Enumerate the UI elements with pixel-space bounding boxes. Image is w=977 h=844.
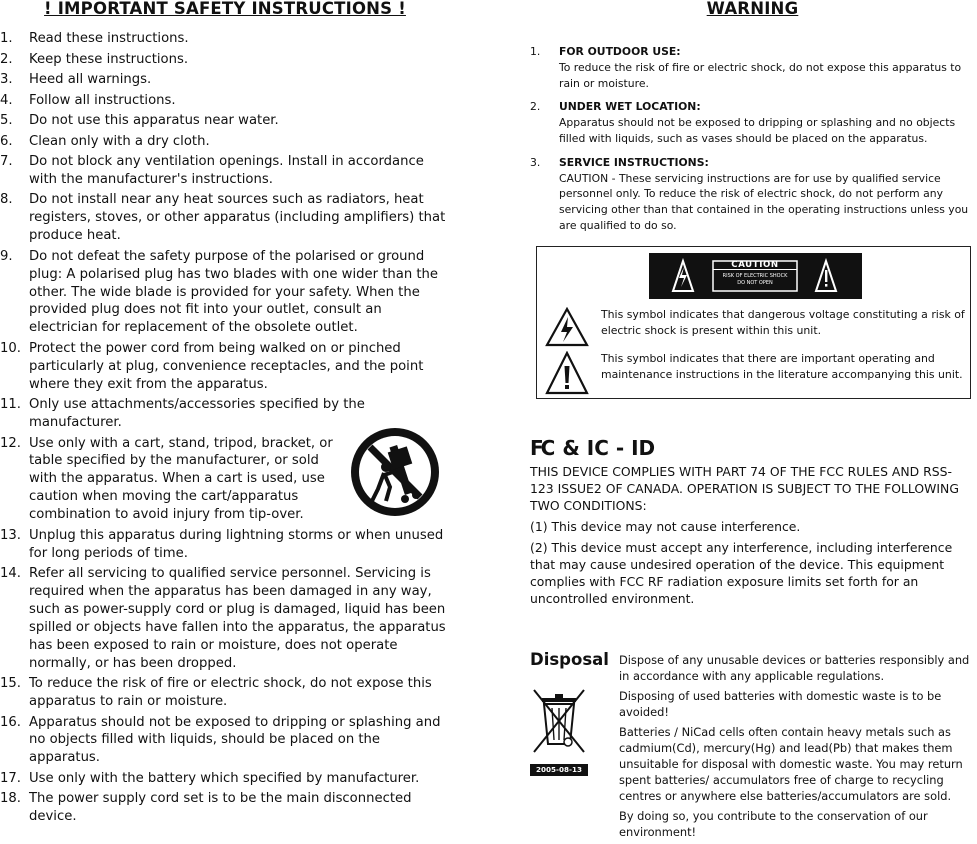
safety-item-text: Only use attachments/accessories specified by the manufacturer. [29,397,365,431]
safety-item-number: 13. [0,527,21,543]
safety-item [0,153,450,189]
safety-item-text: Keep these instructions. [29,51,189,67]
safety-item-text: The power supply cord set is to be the main disconnected device. [29,791,412,825]
safety-item-number: 16. [0,714,21,730]
fcc-paragraph-1: THIS DEVICE COMPLIES WITH PART 74 OF THE FCC RULES AND RSS-123 ISSUE2 OF CANADA. OPERATION IS SUBJECT TO THE FOLLOWING TWO CONDITIONS: [530,464,959,513]
caution-sub2: DO NOT OPEN [737,280,773,286]
disposal-date: 2005-08-13 [536,765,582,774]
safety-item-number: 2. [0,51,13,67]
crossed-bin-icon [530,688,588,778]
safety-item-text: Use only with a cart, stand, tripod, bracket, or table specified by the manufacturer, or sold with the apparatus. When a cart is used, use caution when moving the cart/apparatus combination to avoid injury from tip-over. [29,435,333,523]
exclamation-triangle-icon [545,351,589,395]
safety-item-text: Do not defeat the safety purpose of the polarised or ground plug: A polarised plug has two blades with one wider than the other. The wide blade is provided for your safety. When the provided plug does not fit into your outlet, consult an electrician for replacement of the obsolete outlet. [29,248,439,336]
safety-item-text: Do not block any ventilation openings. Install in accordance with the manufacturer's instructions. [29,154,424,187]
safety-item-number: 17. [0,770,21,786]
safety-item-number: 1. [0,31,13,46]
safety-item-text: To reduce the risk of fire or electric shock, do not expose this apparatus to rain or moisture. [29,676,432,710]
safety-item [0,51,450,69]
lightning-symbol-row [545,307,965,352]
safety-item [0,30,450,48]
caution-symbols-box [536,246,971,399]
disposal-paragraph-3: Batteries / NiCad cells often contain heavy metals such as cadmium(Cd), mercury(Hg) and lead(Pb) that makes them unsuitable for disposal with domestic waste. You may return spent batteries/ accumulators free of charge to recycling centres or anywhere else batteries/accumulators are sold. [619,725,963,803]
fcc-heading [530,436,655,460]
exclaim-symbol-row [545,351,963,400]
safety-item [0,770,450,788]
safety-item-number: 12. [0,435,21,451]
safety-item-text: Do not install near any heat sources such as radiators, heat registers, stoves, or other apparatus (including amplifiers) that produce heat. [29,192,446,244]
warning-item-text: To reduce the risk of fire or electric shock, do not expose this apparatus to rain or moisture. [559,60,962,90]
safety-item [0,92,450,110]
safety-item-text: Do not use this apparatus near water. [29,113,279,128]
safety-item-number: 5. [0,113,13,128]
warning-item [528,155,977,234]
safety-item-number: 3. [0,72,13,87]
safety-item-number: 8. [0,192,13,208]
safety-item [0,133,450,151]
safety-section [0,0,450,829]
safety-item-number: 14. [0,566,21,582]
lightning-triangle-icon [545,307,589,347]
safety-item-number: 6. [0,133,13,149]
lightning-symbol-text: This symbol indicates that dangerous voltage constituting a risk of electric shock is present within this unit. [601,308,965,337]
warning-item [528,99,977,146]
safety-item-text: Use only with the battery which specified by manufacturer. [29,770,420,786]
safety-item-number: 11. [0,397,21,413]
disposal-paragraph-1: Dispose of any unusable devices or batteries responsibly and in accordance with any applicable regulations. [619,653,970,683]
safety-item [0,112,450,130]
safety-item-number: 18. [0,791,21,807]
warning-list [528,44,977,234]
safety-item [0,714,450,768]
warning-item [528,44,977,91]
safety-item-text: Refer all servicing to qualified service personnel. Servicing is required when the apparatus has been damaged in any way, such as power-supply cord or plug is damaged, liquid has been spilled or objects have fallen into the apparatus, the apparatus has been exposed to rain or moisture, does not operate normally, or has been dropped. [29,566,446,671]
warning-item-heading: SERVICE INSTRUCTIONS: [559,155,709,169]
safety-item-text: Apparatus should not be exposed to dripping or splashing and no objects filled with liquids, should be placed on the apparatus. [29,714,441,766]
safety-item [0,565,450,672]
safety-item-text: Protect the power cord from being walked on or pinched particularly at plug, convenience receptacles, and the point where they exit from the apparatus. [29,340,424,392]
safety-item-number: 15. [0,676,21,692]
safety-item-text: Follow all instructions. [29,92,176,108]
safety-item-number: 9. [0,248,13,264]
warning-item-text: Apparatus should not be exposed to dripping or splashing and no objects filled with liquids, such as vases should be placed on the apparatus. [559,116,956,145]
safety-item-text: Unplug this apparatus during lightning storms or when unused for long periods of time. [29,527,444,561]
safety-item [0,675,450,711]
safety-item-number: 4. [0,92,13,108]
warning-title: WARNING [706,0,799,18]
disposal-paragraph-2: Disposing of used batteries with domestic waste is to be avoided! [619,689,942,719]
warning-section [528,0,977,839]
cart-warning-icon [350,427,440,517]
safety-item [0,71,450,89]
exclaim-symbol-text: This symbol indicates that there are important operating and maintenance instructions in the literature accompanying this unit. [601,352,963,381]
warning-item-text: CAUTION - These servicing instructions are for use by qualified service personnel only. To reduce the risk of electric shock, do not perform any servicing other than that contained in the operating instructions unless you are qualified to do so. [559,171,969,232]
disposal-body [619,652,977,844]
safety-item-text: Read these instructions. [29,31,189,46]
safety-item-text: Clean only with a dry cloth. [29,133,210,149]
fcc-paragraph-3: (2) This device must accept any interference, including interference that may cause undesired operation of the device. This equipment complies with FCC RF radiation exposure limits set forth for an uncontrolled environment. [530,540,953,606]
safety-item-text: Heed all warnings. [29,72,152,87]
safety-item [0,527,450,563]
safety-title: ! IMPORTANT SAFETY INSTRUCTIONS ! [44,0,406,18]
caution-label [649,253,862,299]
warning-item-number: 3. [530,155,541,169]
warning-item-number: 1. [530,45,541,58]
fcc-body [530,463,975,611]
disposal-label: Disposal [530,650,609,669]
fcc-heading-text: & IC - ID [562,436,656,460]
safety-item-number: 10. [0,340,21,356]
fcc-paragraph-2: (1) This device may not cause interference. [530,519,801,534]
safety-item [0,340,450,394]
disposal-paragraph-4: By doing so, you contribute to the conservation of our environment! [619,809,928,839]
safety-item-number: 7. [0,154,13,169]
warning-item-heading: UNDER WET LOCATION: [559,100,701,114]
safety-item [0,191,450,245]
fcc-logo-icon: FC [530,436,553,460]
warning-item-number: 2. [530,100,541,114]
caution-sub1: RISK OF ELECTRIC SHOCK [722,273,788,279]
caution-word: CAUTION [731,260,779,270]
safety-item [0,790,450,826]
warning-item-heading: FOR OUTDOOR USE: [559,45,681,58]
safety-item [0,248,450,338]
